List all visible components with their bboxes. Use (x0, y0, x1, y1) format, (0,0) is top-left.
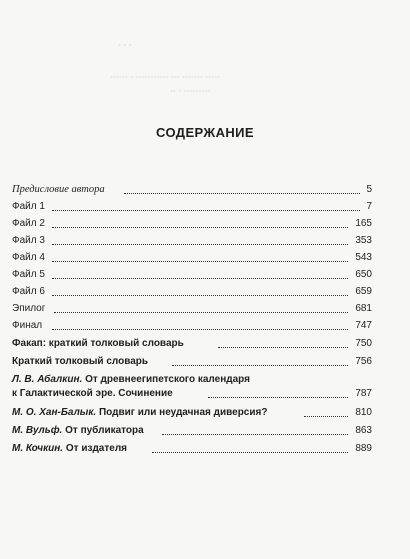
dot-leader (52, 261, 348, 262)
dot-leader (162, 434, 348, 435)
dot-leader (52, 244, 348, 245)
toc-entry-page: 889 (355, 443, 372, 454)
page-title: СОДЕРЖАНИЕ (156, 125, 254, 140)
toc-entry-page: 750 (355, 338, 372, 349)
toc-entry (12, 268, 372, 281)
toc-entry (12, 424, 372, 437)
toc-entry-page: 863 (355, 425, 372, 436)
toc-entry-page: 681 (355, 303, 372, 314)
toc-entry (12, 285, 372, 298)
toc-entry-label: Файл 5 (12, 269, 45, 280)
toc-entry-label: Эпилог (12, 303, 46, 314)
toc-entry-label-line (12, 442, 127, 455)
dot-leader (304, 416, 348, 417)
toc-entry (12, 183, 372, 196)
dot-leader (54, 312, 348, 313)
toc-entry (12, 373, 372, 401)
toc-entry-title: От древнеегипетского календаря (85, 374, 250, 385)
toc-entry (12, 337, 372, 350)
dot-leader (52, 295, 348, 296)
toc-entry (12, 217, 372, 230)
toc-entry (12, 302, 372, 315)
toc-entry-title-line2: к Галактической эре. Сочинение (12, 388, 173, 399)
toc-entry-label: Файл 6 (12, 286, 45, 297)
toc-entry (12, 234, 372, 247)
toc-entry (12, 319, 372, 332)
toc-entry-page: 7 (366, 201, 372, 212)
toc-entry-label: Финал (12, 320, 43, 331)
toc-entry-title: От издателя (65, 443, 128, 454)
toc-entry-page: 650 (355, 269, 372, 280)
toc-entry-page: 659 (355, 286, 372, 297)
dot-leader (52, 329, 348, 330)
dot-leader (52, 210, 360, 211)
toc-entry-label: Файл 3 (12, 235, 45, 246)
dot-leader (218, 347, 348, 348)
bleed-through-text: · · · (118, 40, 132, 50)
toc-entry (12, 200, 372, 213)
bleed-through-text: ·· · ········· (170, 86, 211, 96)
dot-leader (152, 452, 348, 453)
toc-entry-label-line (12, 373, 250, 386)
toc-entry-author: М. О. Хан-Балык. (12, 407, 97, 418)
toc-entry-label: Файл 1 (12, 201, 45, 212)
toc-entry (12, 355, 372, 368)
toc-entry-page: 543 (355, 252, 372, 263)
toc-entry-label-line (12, 406, 267, 419)
toc-entry-label: Краткий толковый словарь (12, 356, 149, 367)
toc-entry-page: 787 (355, 388, 372, 399)
toc-entry-page: 353 (355, 235, 372, 246)
dot-leader (208, 397, 348, 398)
toc-entry-page: 747 (355, 320, 372, 331)
toc-entry-page: 5 (366, 184, 372, 195)
dot-leader (52, 278, 348, 279)
toc-entry-label: Предисловие автора (12, 184, 105, 195)
toc-entry (12, 406, 372, 419)
dot-leader (52, 227, 348, 228)
toc-entry-author: Л. В. Абалкин. (12, 374, 83, 385)
toc-entry-label: Файл 4 (12, 252, 45, 263)
bleed-through-text: ······ · ··········· ··· ······· ····· (110, 72, 221, 82)
toc-entry-author: М. Кочкин. (12, 443, 64, 454)
toc-entry-label: Файл 2 (12, 218, 45, 229)
toc-entry-title: От публикатора (65, 425, 144, 436)
toc-entry-page: 165 (355, 218, 372, 229)
toc-entry (12, 442, 372, 455)
toc-entry-page: 810 (355, 407, 372, 418)
dot-leader (172, 365, 348, 366)
toc-entry-title: Подвиг или неудачная диверсия? (98, 407, 268, 418)
toc-entry-author: М. Вульф. (12, 425, 63, 436)
toc-entry-page: 756 (355, 356, 372, 367)
dot-leader (124, 193, 360, 194)
toc-entry-label: Факап: краткий толковый словарь (12, 338, 184, 349)
toc-entry (12, 251, 372, 264)
toc-entry-label-line (12, 424, 144, 437)
